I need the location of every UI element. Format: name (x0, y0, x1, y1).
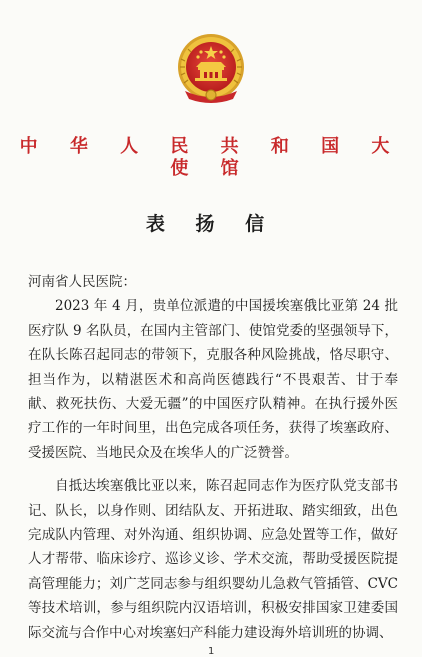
document-title: 表 扬 信 (145, 213, 277, 235)
page-number: 1 (208, 646, 215, 657)
paragraph-1: 2023 年 4 月，贵单位派遣的中国援埃塞俄比亚第 24 批医疗队 9 名队员，在国内主管部门、使馆党委的坚强领导下，在队长陈召起同志的带领下，克服各种风险挑战，恪尽职守、担当作为，以精湛医术和高尚医德践行“不畏艰苦、甘于奉献、救死扶伤、大爱无疆”的中国医疗队精神。在执行援外医疗工作的一年时间里，出色完成各项任务，获得了埃塞政府、受援医院、当地民众及在埃华人的广泛赞誉。 (28, 298, 398, 461)
national-emblem-icon (171, 29, 251, 109)
letter-body (28, 270, 398, 645)
salutation: 河南省人民医院： (28, 274, 136, 290)
embassy-name: 中 华 人 民 共 和 国 大 使 馆 (19, 136, 403, 179)
paragraph-2: 自抵达埃塞俄比亚以来，陈召起同志作为医疗队党支部书记、队长，以身作则、团结队友、开拓进取、踏实细致，出色完成队内管理、对外沟通、组织协调、应急处置等工作，做好人才帮带、临床诊疗、巡诊义诊、学术交流，帮助受援医院提高管理能力；刘广芝同志参与组织婴幼儿急救气管插管、CVC 等技术培训，参与组织院内汉语培训，积极安排国家卫建委国际交流与合作中心对埃塞妇产科能力建设海外培训班的协调、 (28, 478, 398, 641)
